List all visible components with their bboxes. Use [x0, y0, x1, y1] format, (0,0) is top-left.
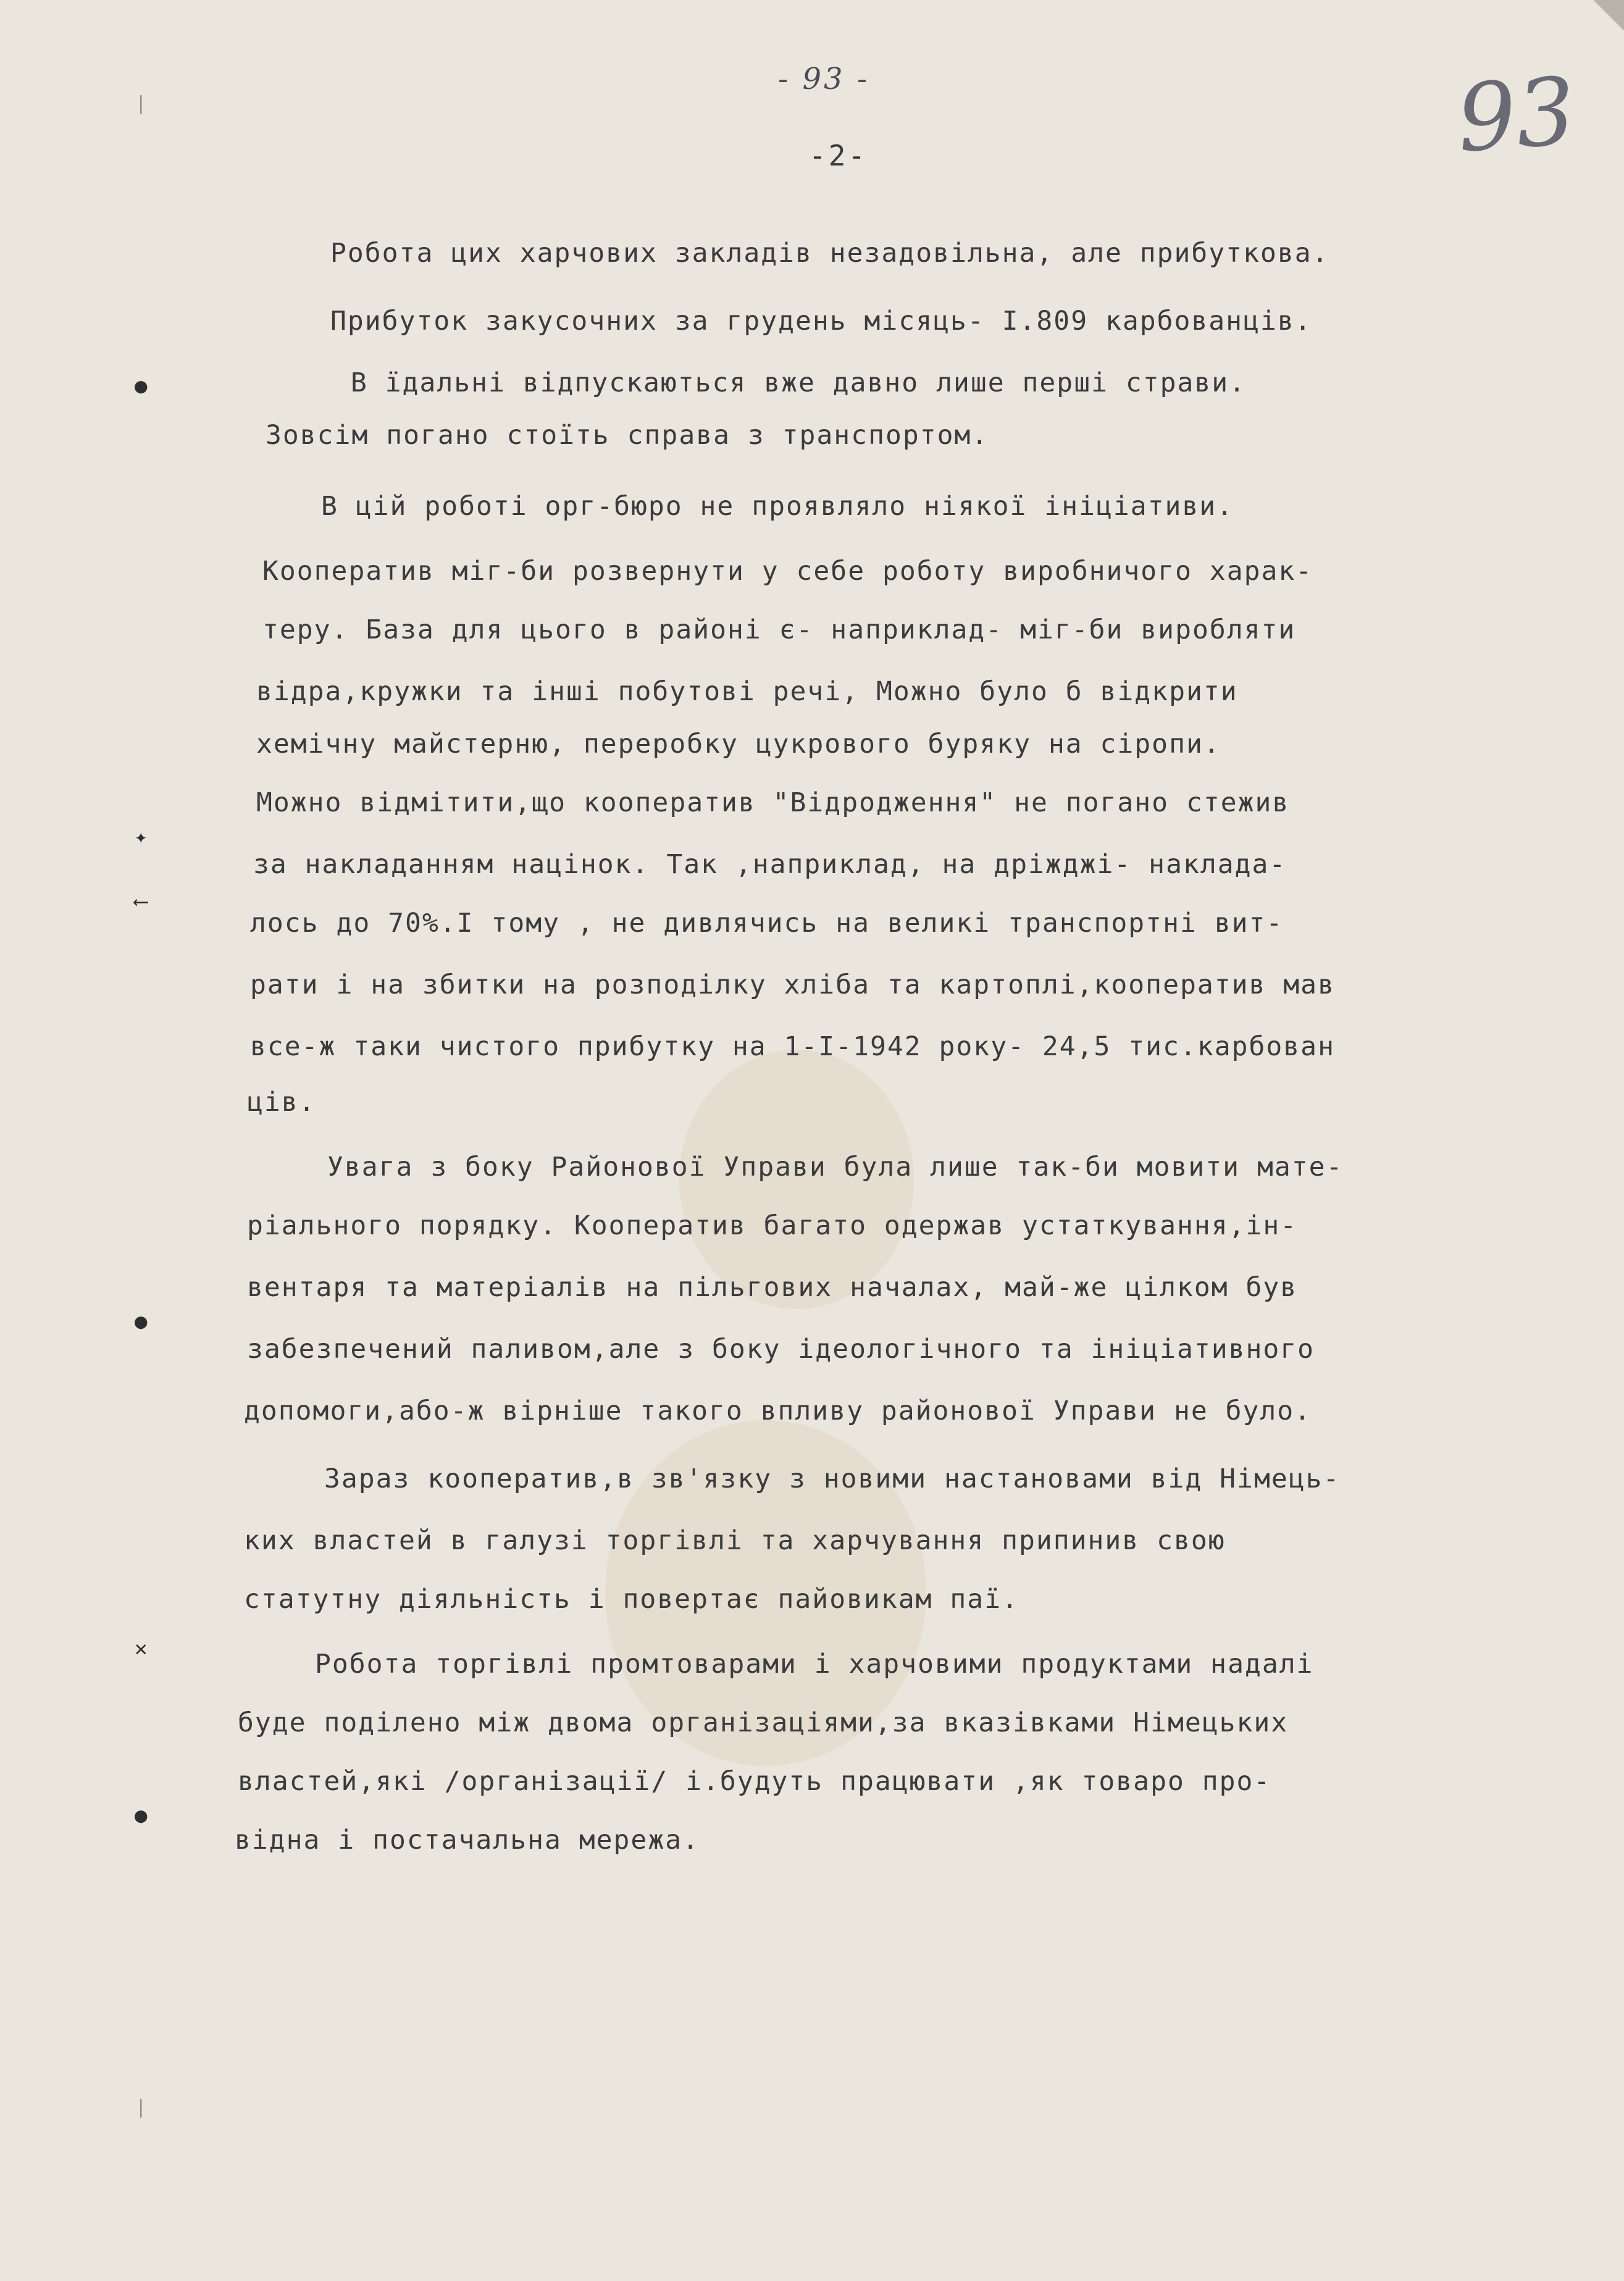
- binding-hole: ●: [135, 1803, 148, 1828]
- text-line: відна і постачальна мережа.: [235, 1825, 700, 1856]
- text-line: допомоги,або-ж вірніше такого впливу районової Управи не було.: [244, 1396, 1312, 1426]
- text-line: ких властей в галузі торгівлі та харчування припинив свою: [244, 1525, 1226, 1556]
- archive-page-number: 93: [1454, 57, 1579, 174]
- binding-mark: ⟵: [135, 889, 148, 914]
- text-line: буде поділено між двома організаціями,за вказівками Німецьких: [238, 1707, 1289, 1738]
- text-line: теру. База для цього в районі є- наприклад- міг-би виробляти: [262, 614, 1296, 645]
- text-line: ців.: [247, 1087, 316, 1118]
- text-line: Робота торгівлі промтоварами і харчовими продуктами надалі: [315, 1649, 1314, 1680]
- text-line: Можно відмітити,що кооператив "Відродження" не погано стежив: [256, 787, 1290, 818]
- text-line: забезпечений паливом,але з боку ідеологічного та ініціативного: [247, 1334, 1315, 1365]
- text-line: вентаря та матеріалів на пільгових началах, май-же цілком був: [247, 1272, 1298, 1303]
- text-line: Зовсім погано стоїть справа з транспортом.: [266, 420, 989, 451]
- text-line: за накладанням націнок. Так ,наприклад, на дріжджі- наклада-: [253, 849, 1287, 880]
- text-line: Увага з боку Районової Управи була лише так-би мовити мате-: [327, 1152, 1344, 1182]
- page-number: -2-: [809, 139, 868, 172]
- text-line: все-ж таки чистого прибутку на 1-І-1942 року- 24,5 тис.карбован: [250, 1031, 1335, 1062]
- text-line: хемічну майстерню, переробку цукрового буряку на сіропи.: [256, 729, 1221, 760]
- text-line: В цій роботі орг-бюро не проявляло ніякої ініціативи.: [321, 491, 1234, 522]
- binding-mark: ✦: [135, 824, 148, 849]
- text-line: Прибуток закусочних за грудень місяць- І.809 карбованців.: [330, 306, 1312, 337]
- binding-hole: ●: [135, 1309, 148, 1334]
- text-line: Зараз кооператив,в зв'язку з новими настановами від Німець-: [324, 1463, 1341, 1494]
- binding-mark: ✕: [135, 1636, 148, 1661]
- text-line: В їдальні відпускаються вже давно лише перші страви.: [333, 367, 1247, 398]
- text-line: Робота цих харчових закладів незадовільна, але прибуткова.: [330, 238, 1329, 269]
- text-line: властей,які /організації/ і.будуть працювати ,як товаро про-: [238, 1766, 1271, 1797]
- text-line: рати і на збитки на розподілку хліба та картоплі,кооператив мав: [250, 969, 1335, 1000]
- folded-corner: [1581, 0, 1624, 43]
- text-line: статутну діяльність і повертає пайовикам паї.: [244, 1584, 1019, 1615]
- text-line: ріального порядку. Кооператив багато одержав устаткування,ін-: [247, 1210, 1298, 1241]
- handwritten-page-number: - 93 -: [778, 62, 870, 96]
- text-line: лось до 70%.І тому , не дивлячись на великі транспортні вит-: [250, 908, 1284, 939]
- text-line: відра,кружки та інші побутові речі, Можно було б відкрити: [256, 676, 1238, 707]
- binding-hole: ●: [135, 374, 148, 398]
- binding-mark: ᛁ: [135, 93, 148, 117]
- binding-mark: ᛁ: [135, 2096, 148, 2121]
- text-line: Кооператив міг-би розвернути у себе роботу виробничого харак-: [262, 556, 1313, 587]
